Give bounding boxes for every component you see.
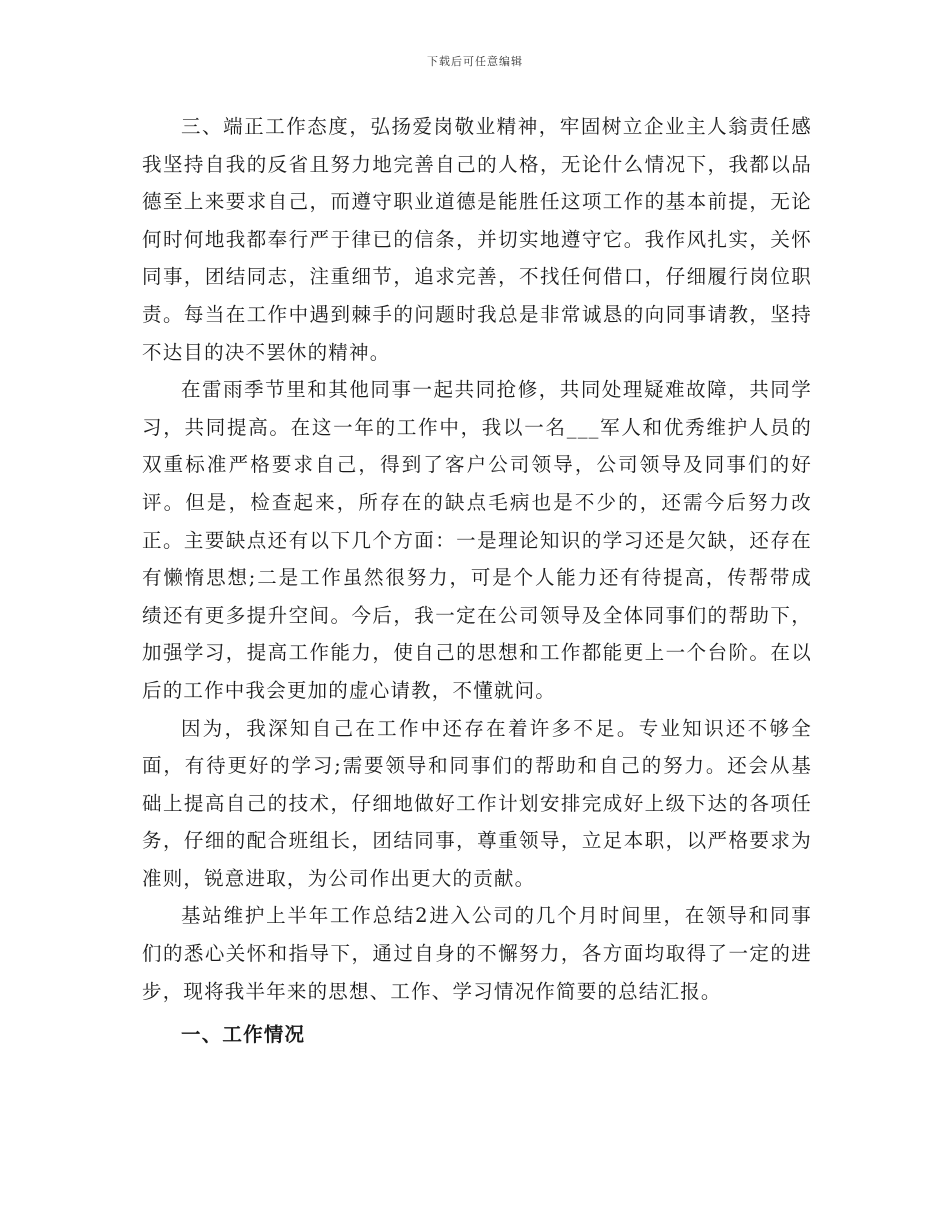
paragraph-work-attitude: 三、端正工作态度，弘扬爱岗敬业精神，牢固树立企业主人翁责任感我坚持自我的反省且努力地完善自己的人格，无论什么情况下，我都以品德至上来要求自己，而遵守职业道德是能胜任这项工作的基本前提，无论何时何地我都奉行严于律已的信条，并切实地遵守它。我作风扎实，关怀同事，团结同志，注重细节，追求完善，不找任何借口，仔细履行岗位职责。每当在工作中遇到棘手的问题时我总是非常诚恳的向同事请教，坚持不达目的决不罢休的精神。 bbox=[142, 115, 812, 364]
paragraph-half-year-summary-intro: 基站维护上半年工作总结2进入公司的几个月时间里，在领导和同事们的悉心关怀和指导下，通过自身的不懈努力，各方面均取得了一定的进步，现将我半年来的思想、工作、学习情况作简要的总结汇报。 bbox=[142, 904, 812, 1003]
page-header: 下载后可任意编辑 bbox=[427, 55, 523, 68]
section-heading-work-situation: 一、工作情况 bbox=[181, 1023, 306, 1047]
document-body bbox=[142, 108, 812, 1054]
paragraph-improvement-plan: 因为，我深知自己在工作中还存在着许多不足。专业知识还不够全面，有待更好的学习;需要领导和同事们的帮助和自己的努力。还会从基础上提高自己的技术，仔细地做好工作计划安排完成好上级下达的各项任务，仔细的配合班组长，团结同事，尊重领导，立足本职，以严格要求为准则，锐意进取，为公司作出更大的贡献。 bbox=[142, 716, 812, 890]
paragraph-repair-and-shortcomings: 在雷雨季节里和其他同事一起共同抢修，共同处理疑难故障，共同学习，共同提高。在这一年的工作中，我以一名___军人和优秀维护人员的双重标准严格要求自己，得到了客户公司领导，公司领导及同事们的好评。但是，检查起来，所存在的缺点毛病也是不少的，还需今后努力改正。主要缺点还有以下几个方面：一是理论知识的学习还是欠缺，还存在有懒惰思想;二是工作虽然很努力，可是个人能力还有待提高，传帮带成绩还有更多提升空间。今后，我一定在公司领导及全体同事们的帮助下，加强学习，提高工作能力，使自己的思想和工作都能更上一个台阶。在以后的工作中我会更加的虚心请教，不懂就问。 bbox=[142, 378, 812, 702]
